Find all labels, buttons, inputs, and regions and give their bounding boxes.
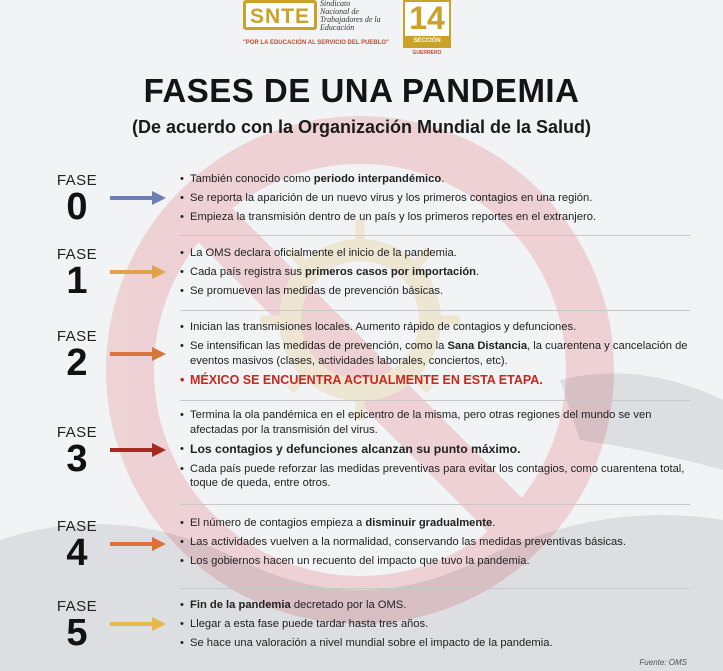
phase-word: FASE xyxy=(56,424,98,441)
divider xyxy=(180,310,690,311)
phase-word: FASE xyxy=(56,172,98,189)
list-item: • Los contagios y defunciones alcanzan su punto máximo. xyxy=(180,442,700,458)
phase-word: FASE xyxy=(56,246,98,263)
phase-bullets xyxy=(180,320,700,392)
phase-word: FASE xyxy=(56,518,98,535)
arrow-right-icon xyxy=(108,264,168,280)
list-item: • Se reporta la aparición de un nuevo virus y los primeros contagios en una región. xyxy=(180,191,700,206)
phase-number: 5 xyxy=(66,612,88,654)
arrow-right-icon xyxy=(108,190,168,206)
list-item: • Se intensifican las medidas de prevención, como la Sana Distancia, la cuarentena y cancelación de eventos masivos (clases, actividades laborales, conciertos, etc). xyxy=(180,339,700,368)
page-subtitle: (De acuerdo con la Organización Mundial de la Salud) xyxy=(131,117,592,137)
list-item: • También conocido como periodo interpandémico. xyxy=(180,172,700,187)
phase-label xyxy=(48,246,106,302)
section-badge xyxy=(403,0,451,48)
list-item: • Las actividades vuelven a la normalidad, conservando las medidas preventivas básicas. xyxy=(180,535,700,550)
section-state: GUERRERO xyxy=(412,50,442,56)
list-item: • El número de contagios empieza a disminuir gradualmente. xyxy=(180,516,700,531)
organization-name: Sindicato Nacional de Trabajadores de la Educación xyxy=(320,0,381,32)
arrow-right-icon xyxy=(108,442,168,458)
arrow-right-icon xyxy=(108,616,168,632)
phase-label xyxy=(48,598,106,654)
phase-number: 2 xyxy=(66,342,88,384)
arrow-right-icon xyxy=(108,346,168,362)
phase-label xyxy=(48,424,106,480)
list-item: • Se promueven las medidas de prevención básicas. xyxy=(180,284,700,299)
list-item: • Llegar a esta fase puede tardar hasta tres años. xyxy=(180,617,700,632)
phase-bullets xyxy=(180,246,700,303)
list-item: • Inician las transmisiones locales. Aumento rápido de contagios y defunciones. xyxy=(180,320,700,335)
divider xyxy=(180,588,690,589)
section-label: SECCIÓN xyxy=(405,36,449,46)
phase-label xyxy=(48,328,106,384)
list-item: • Cada país registra sus primeros casos por importación. xyxy=(180,265,700,280)
section-number: 14 xyxy=(409,0,445,36)
phase-number: 0 xyxy=(66,186,88,228)
phase-bullets xyxy=(180,408,700,495)
phase-label xyxy=(48,518,106,574)
phase-bullets xyxy=(180,598,700,655)
snte-wordmark: SNTE xyxy=(243,0,317,30)
list-item: • Los gobiernos hacen un recuento del impacto que tuvo la pandemia. xyxy=(180,554,700,569)
arrow-right-icon xyxy=(108,536,168,552)
phase-word: FASE xyxy=(56,328,98,345)
list-item: • Empieza la transmisión dentro de un país y los primeros reportes en el extranjero. xyxy=(180,210,700,225)
phase-label xyxy=(48,172,106,228)
source-credit: Fuente: OMS xyxy=(639,658,687,667)
list-item: • La OMS declara oficialmente el inicio de la pandemia. xyxy=(180,246,700,261)
list-item: • Se hace una valoración a nivel mundial sobre el impacto de la pandemia. xyxy=(180,636,700,651)
list-item: • Cada país puede reforzar las medidas preventivas para evitar los contagios, como cuarentena total, toque de queda, entre otros. xyxy=(180,462,700,491)
phase-number: 4 xyxy=(66,532,88,574)
list-item: • Termina la ola pandémica en el epicentro de la misma, pero otras regiones del mundo se ven afectadas por la transmisión del virus. xyxy=(180,408,700,437)
phase-number: 3 xyxy=(66,438,88,480)
phase-bullets xyxy=(180,516,700,573)
page-title: FASES DE UNA PANDEMIA xyxy=(143,72,580,109)
divider xyxy=(180,235,690,236)
phase-number: 1 xyxy=(66,260,88,302)
divider xyxy=(180,400,690,401)
snte-logo xyxy=(243,0,463,56)
phase-word: FASE xyxy=(56,598,98,615)
phase-bullets xyxy=(180,172,700,229)
alert-status: • MÉXICO SE ENCUENTRA ACTUALMENTE EN ESTA ETAPA. xyxy=(180,373,700,388)
organization-motto: "POR LA EDUCACIÓN AL SERVICIO DEL PUEBLO" xyxy=(243,40,389,46)
list-item: • Fin de la pandemia decretado por la OMS. xyxy=(180,598,700,613)
divider xyxy=(180,504,690,505)
